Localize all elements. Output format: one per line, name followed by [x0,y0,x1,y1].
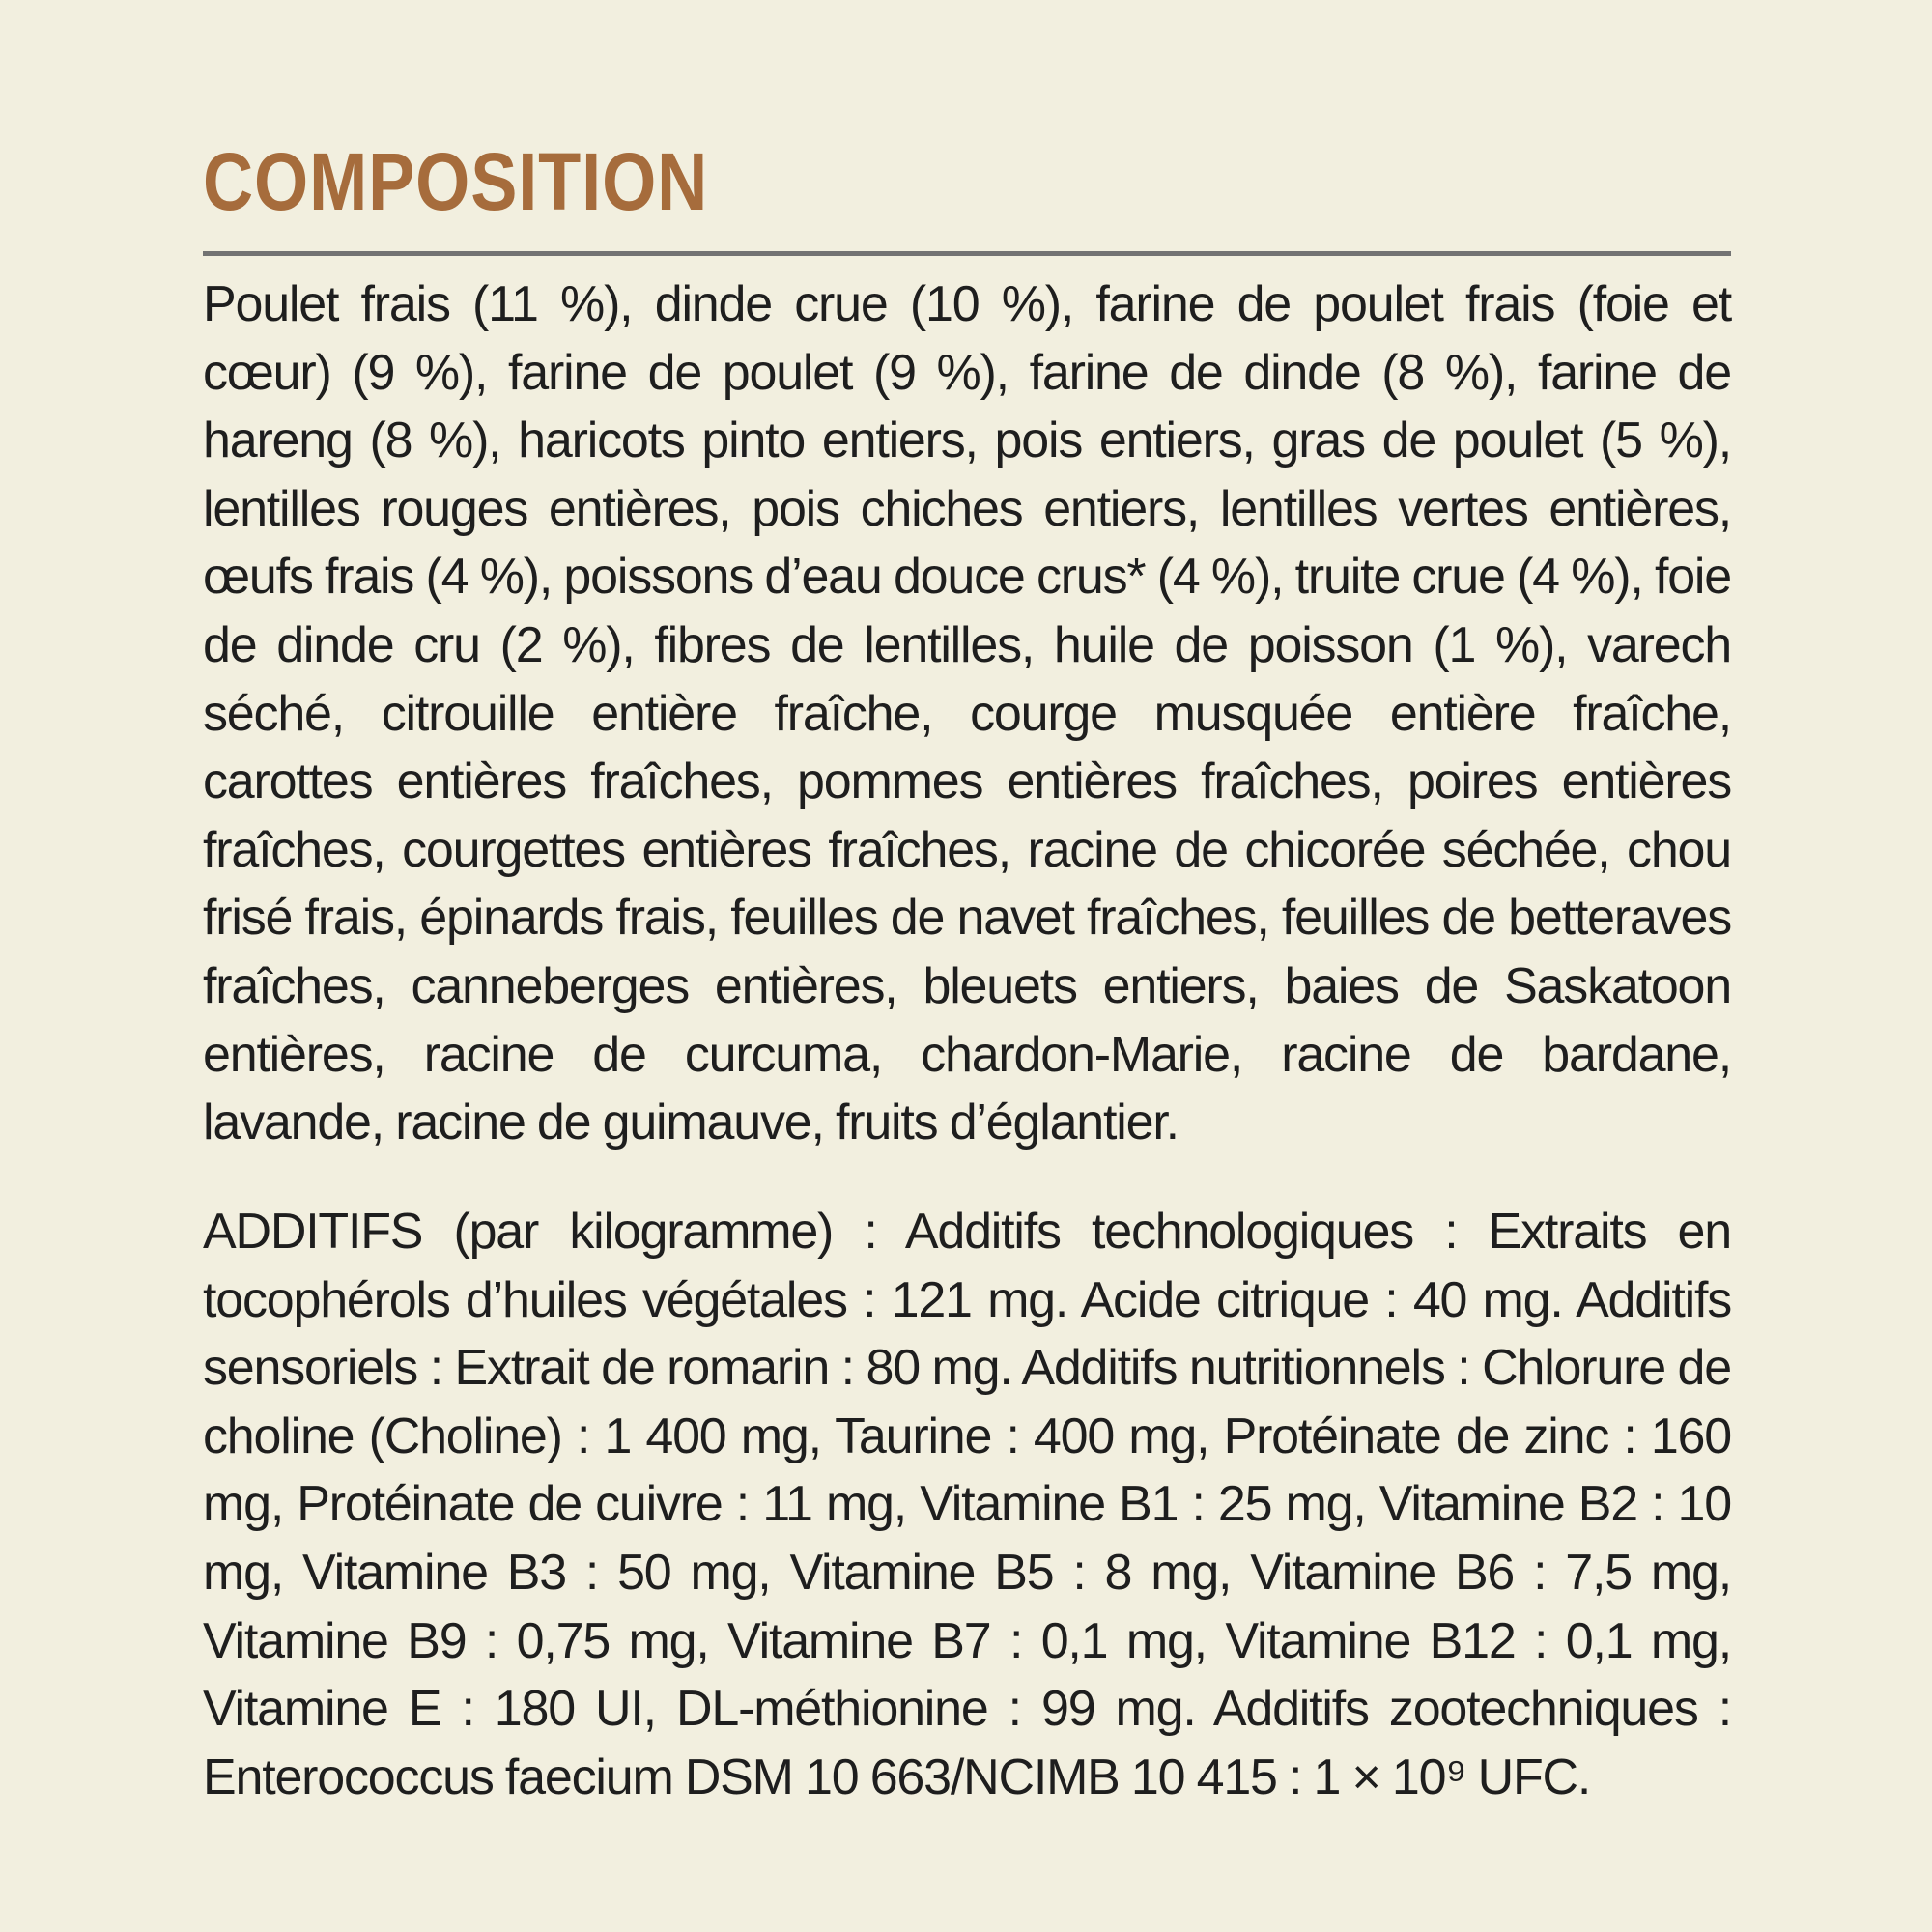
heading-divider [203,251,1731,256]
composition-panel [203,0,1731,1932]
composition-heading: COMPOSITION [203,136,709,227]
additives-text: ADDITIFS (par kilogramme) : Additifs technologiques : Extraits en tocophérols d’huiles végétales : 121 mg. Acide citrique : 40 mg. Additifs sensoriels : Extrait de romarin : 80 mg. Additifs nutritionnels : Chlorure de choline (Choline) : 1 400 mg, Taurine : 400 mg, Protéinate de zinc : 160 mg, Protéinate de cuivre : 11 mg, Vitamine B1 : 25 mg, Vitamine B2 : 10 mg, Vitamine B3 : 50 mg, Vitamine B5 : 8 mg, Vitamine B6 : 7,5 mg, Vitamine B9 : 0,75 mg, Vitamine B7 : 0,1 mg, Vitamine B12 : 0,1 mg, Vitamine E : 180 UI, DL-méthionine : 99 mg. Additifs zootechniques : Enterococcus faecium DSM 10 663/NCIMB 10 415 : 1 × 10⁹ UFC. [203,1204,1731,1805]
composition-ingredients-text: Poulet frais (11 %), dinde crue (10 %), farine de poulet frais (foie et cœur) (9 %), farine de poulet (9 %), farine de dinde (8 %), farine de hareng (8 %), haricots pinto entiers, pois entiers, gras de poulet (5 %), lentilles rouges entières, pois chiches entiers, lentilles vertes entières, œufs frais (4 %), poissons d’eau douce crus* (4 %), truite crue (4 %), foie de dinde cru (2 %), fibres de lentilles, huile de poisson (1 %), varech séché, citrouille entière fraîche, courge musquée entière fraîche, carottes entières fraîches, pommes entières fraîches, poires entières fraîches, courgettes entières fraîches, racine de chicorée séchée, chou frisé frais, épinards frais, feuilles de navet fraîches, feuilles de betteraves fraîches, canneberges entières, bleuets entiers, baies de Saskatoon entières, racine de curcuma, chardon-Marie, racine de bardane, lavande, racine de guimauve, fruits d’églantier. [203,276,1731,1151]
